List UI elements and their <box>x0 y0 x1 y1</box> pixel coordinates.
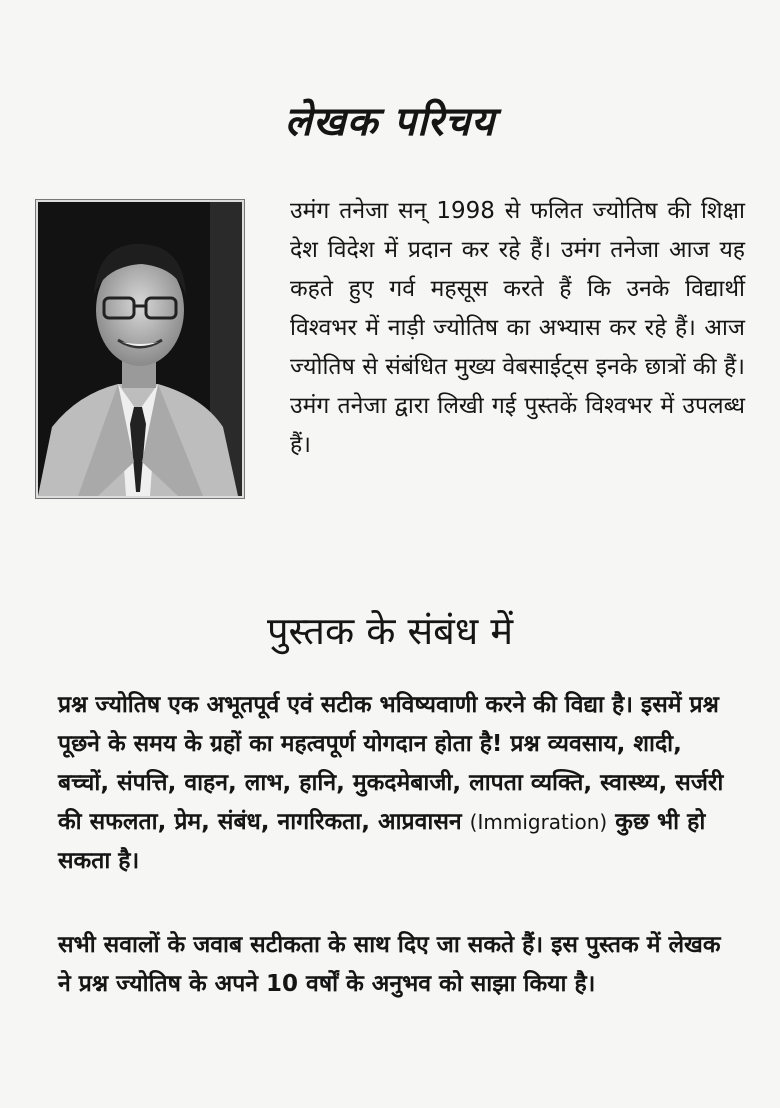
author-photo <box>36 200 244 498</box>
para1-end-text: कुछ भी हो सकता है। <box>58 809 706 874</box>
book-experience-paragraph: सभी सवालों के जवाब सटीकता के साथ दिए जा सकते हैं। इस पुस्तक में लेखक ने प्रश्न ज्योतिष के अपने 10 वर्षों के अनुभव को साझा किया है। <box>58 932 721 997</box>
author-bio: उमंग तनेजा सन् 1998 से फलित ज्योतिष की शिक्षा देश विदेश में प्रदान कर रहे हैं। उमंग तनेजा आज यह कहते हुए गर्व महसूस करते हैं कि उनके विद्यार्थी विश्वभर में नाड़ी ज्योतिष का अभ्यास कर रहे हैं। आज ज्योतिष से संबंधित मुख्य वेबसाईट्स इनके छात्रों की हैं। उमंग तनेजा द्वारा लिखी गई पुस्तकें विश्वभर में उपलब्ध हैं। <box>290 198 745 458</box>
author-section-title: लेखक परिचय <box>284 99 496 145</box>
para1-english-term: (Immigration) <box>469 810 608 834</box>
book-section-title: पुस्तक के संबंध में <box>266 609 514 653</box>
book-description-paragraph <box>58 686 728 881</box>
para1-main-text: प्रश्न ज्योतिष एक अभूतपूर्व एवं सटीक भविष्यवाणी करने की विद्या है। इसमें प्रश्न पूछने के समय के ग्रहों का महत्वपूर्ण योगदान होता है! प्रश्न व्यवसाय, शादी, बच्चों, संपत्ति, वाहन, लाभ, हानि, मुकदमेबाजी, लापता व्यक्ति, स्वास्थ्य, सर्जरी की सफलता, प्रेम, संबंध, नागरिकता, आप्रवासन <box>58 692 724 835</box>
